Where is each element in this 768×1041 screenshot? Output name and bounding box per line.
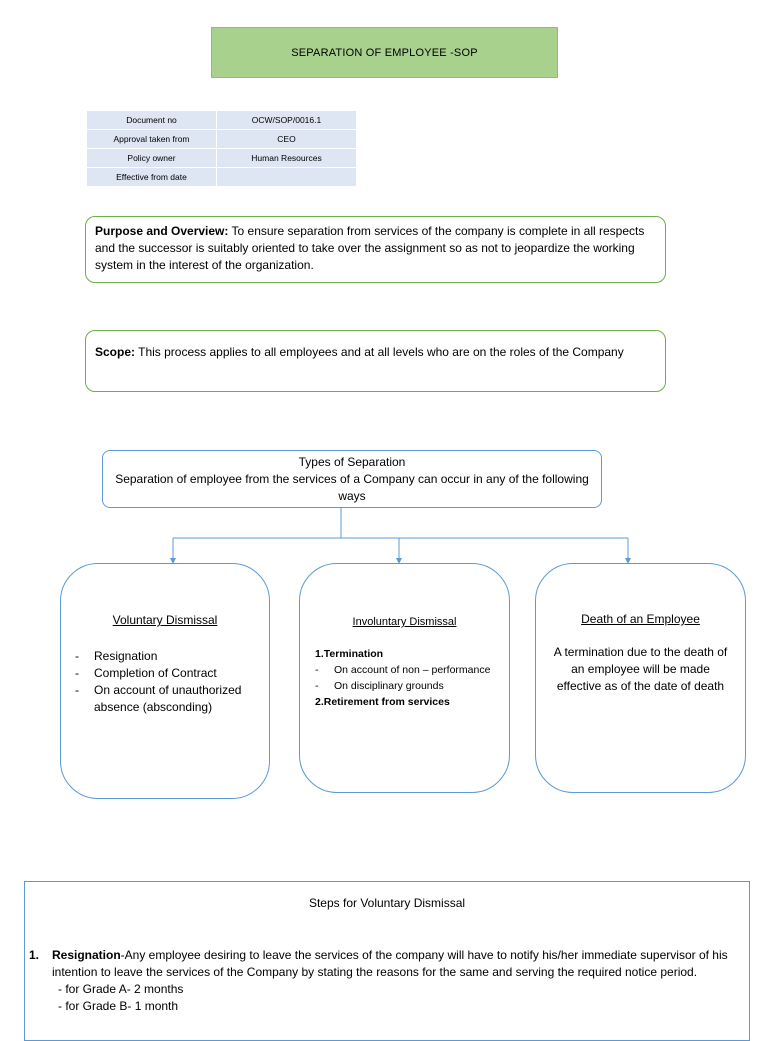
list-item: - Completion of Contract (63, 665, 259, 682)
scope-text: This process applies to all employees and at all levels who are on the roles of the Company (135, 345, 624, 359)
voluntary-dismissal-card (60, 563, 270, 799)
types-subtitle: Separation of employee from the services of a Company can occur in any of the following ways (115, 472, 589, 503)
meta-label: Policy owner (87, 149, 217, 168)
steps-voluntary-box (24, 881, 750, 1041)
voluntary-title: Voluntary Dismissal (112, 613, 218, 627)
death-text: A termination due to the death of an employee will be made effective as of the date of death (553, 645, 728, 693)
list-item: - On account of unauthorized absence (absconding) (63, 682, 259, 716)
list-item: - On disciplinary grounds (315, 678, 501, 694)
meta-label: Document no (87, 111, 217, 130)
purpose-text: To ensure separation from services of the company is complete in all respects and the successor is suitably oriented to take over the assignment so as not to jeopardize the working system in the interest of the organization. (95, 224, 645, 272)
sop-title: SEPARATION OF EMPLOYEE -SOP (291, 46, 478, 59)
meta-value: Human Resources (217, 149, 357, 168)
death-title: Death of an Employee (581, 612, 700, 626)
step-text (52, 947, 735, 981)
meta-value: OCW/SOP/0016.1 (217, 111, 357, 130)
steps-title: Steps for Voluntary Dismissal (308, 896, 466, 910)
grade-notice: - for Grade B- 1 month (58, 999, 179, 1013)
meta-label: Effective from date (87, 168, 217, 187)
involuntary-dismissal-card (299, 563, 510, 793)
list-item: - On account of non – performance (315, 662, 501, 678)
purpose-heading: Purpose and Overview: (95, 224, 229, 238)
step-number: 1. (29, 948, 40, 962)
involuntary-title: Involuntary Dismissal (352, 616, 457, 628)
step-description: -Any employee desiring to leave the services of the company will have to notify his/her immediate supervisor of his intention to leave the services of the Company by stating the reasons for the same and serving the required notice period. (52, 948, 728, 979)
voluntary-list (63, 648, 259, 716)
meta-value: CEO (217, 130, 357, 149)
involuntary-list (315, 646, 501, 710)
scope-heading: Scope: (95, 345, 136, 359)
list-item: - Resignation (63, 648, 259, 665)
meta-label: Approval taken from (87, 130, 217, 149)
termination-reasons (315, 662, 501, 694)
step-heading: Resignation (52, 948, 121, 962)
termination-heading: 1.Termination (315, 648, 384, 660)
types-title: Types of Separation (298, 455, 406, 469)
death-of-employee-card (535, 563, 746, 793)
retirement-heading: 2.Retirement from services (315, 696, 450, 708)
grade-notice: - for Grade A- 2 months (58, 982, 184, 996)
steps-body (29, 947, 735, 1015)
